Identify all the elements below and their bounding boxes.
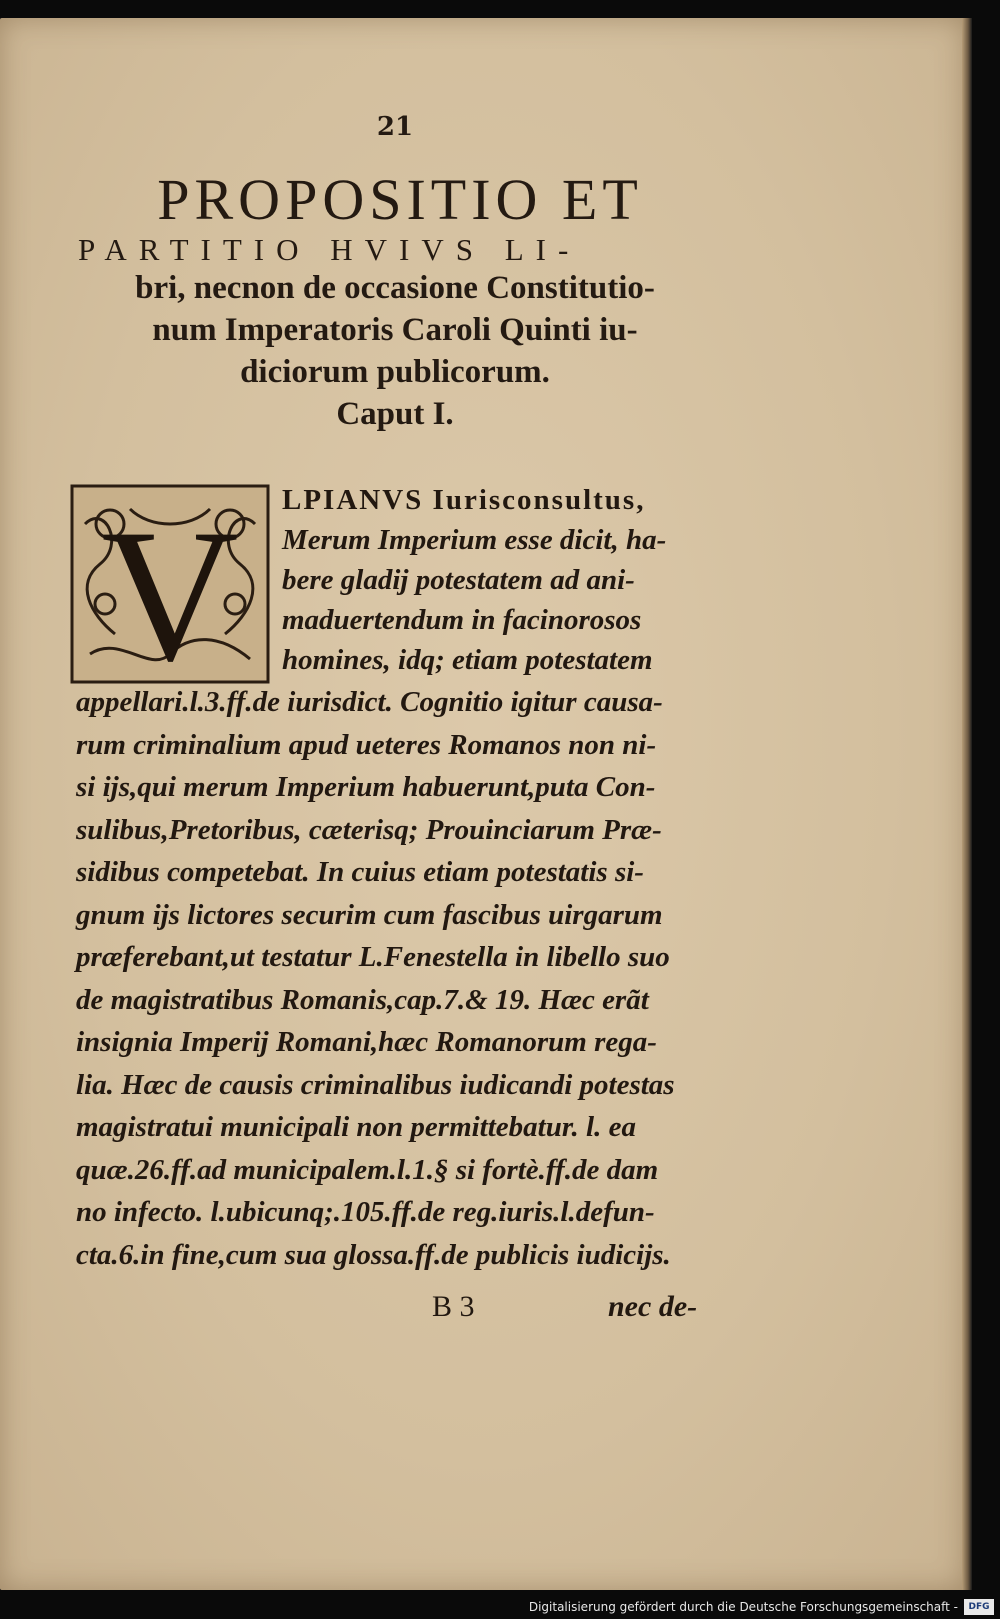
initial-letter: V: [101, 491, 239, 684]
title-line-4: num Imperatoris Caroli Quinti iu-: [152, 312, 638, 348]
page-number: 21: [376, 112, 414, 142]
title-line-2: PARTITIO HVIVS LI-: [78, 232, 581, 267]
body-line: bere gladij potestatem ad ani-: [282, 564, 635, 596]
footer-text: Digitalisierung gefördert durch die Deutsche Forschungsgemeinschaft -: [528, 1600, 958, 1614]
body-line: gnum ijs lictores securim cum fascibus uirgarum: [76, 898, 663, 931]
body-line: si ijs,qui merum Imperium habuerunt,puta Con-: [76, 771, 656, 803]
body-line: Merum Imperium esse dicit, ha-: [282, 524, 667, 556]
body-line: LPIANVS Iurisconsultus,: [282, 484, 646, 516]
body-line: de magistratibus Romanis,cap.7.& 19. Hæc erãt: [76, 983, 649, 1016]
catchword: nec de-: [608, 1290, 698, 1323]
body-line: quæ.26.ff.ad municipalem.l.1.§ si fortè.ff.de dam: [76, 1153, 659, 1186]
body-line: sulibus,Pretoribus, cæterisq; Prouinciarum Præ-: [76, 813, 662, 846]
title-line-5: diciorum publicorum.: [240, 354, 550, 390]
body-line: homines, idq; etiam potestatem: [282, 644, 653, 676]
page-edge: [962, 18, 972, 1590]
signature-mark: B 3: [432, 1290, 475, 1323]
body-line: cta.6.in fine,cum sua glossa.ff.de publicis iudicijs.: [76, 1238, 671, 1271]
body-line: maduertendum in facinorosos: [282, 604, 642, 636]
body-line: no infecto. l.ubicunq;.105.ff.de reg.iuris.l.defun-: [76, 1196, 655, 1228]
body-line: lia. Hæc de causis criminalibus iudicandi potestas: [76, 1068, 675, 1101]
body-line: magistratui municipali non permittebatur. l. ea: [76, 1111, 636, 1143]
body-line: appellari.l.3.ff.de iurisdict. Cognitio igitur causa-: [76, 686, 663, 718]
body-line: insignia Imperij Romani,hæc Romanorum rega-: [76, 1026, 657, 1058]
footer-bar: [0, 1597, 1000, 1619]
title-line-3: bri, necnon de occasione Constitutio-: [135, 270, 655, 306]
body-line: sidibus competebat. In cuius etiam potestatis si-: [76, 856, 644, 888]
dfg-logo: DFG: [964, 1599, 994, 1615]
body-line: rum criminalium apud ueteres Romanos non ni-: [76, 728, 657, 761]
chapter-heading: Caput I.: [336, 396, 454, 432]
ornament-icon: [70, 484, 270, 684]
body-line: præferebant,ut testatur L.Fenestella in libello suo: [76, 941, 670, 973]
decorated-initial: [70, 484, 270, 684]
title-line-1: PROPOSITIO ET: [157, 167, 643, 232]
